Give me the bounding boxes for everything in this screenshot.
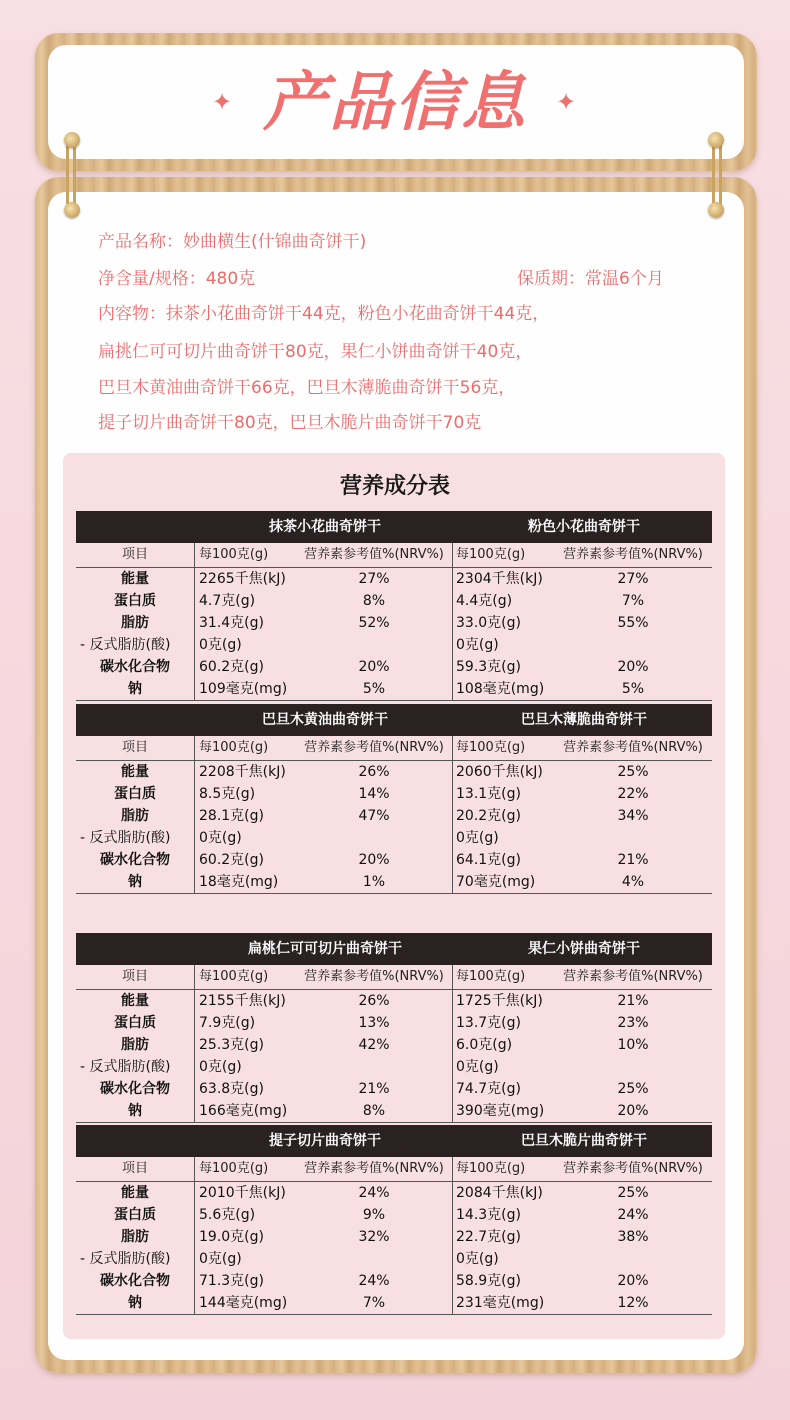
value-nrv: 22%	[617, 786, 649, 802]
value-per100: 19.0克(g)	[199, 1229, 264, 1245]
value-per100: 63.8克(g)	[199, 1081, 264, 1097]
nutrition-title: 营养成分表	[339, 474, 450, 499]
nutrient-label: 蛋白质	[114, 786, 156, 802]
nutrient-label: 脂肪	[121, 615, 149, 631]
product-left-name: 抹茶小花曲奇饼干	[269, 519, 381, 535]
nutrition-table	[76, 511, 712, 701]
table-row	[76, 1248, 712, 1270]
nutrient-label: 能量	[121, 1185, 149, 1201]
value-per100: 108毫克(mg)	[456, 681, 545, 697]
nutrient-label: 钠	[128, 681, 142, 697]
nrv-column-label: 营养素参考值%(NRV%)	[304, 547, 444, 562]
value-per100: 0克(g)	[456, 1251, 499, 1267]
value-per100: 74.7克(g)	[456, 1081, 521, 1097]
nutrient-label: 钠	[128, 1295, 142, 1311]
value-per100: 4.4克(g)	[456, 593, 513, 609]
value-per100: 60.2克(g)	[199, 852, 264, 868]
table-row	[76, 761, 712, 783]
nutrient-label: 脂肪	[121, 1229, 149, 1245]
value-nrv: 20%	[617, 1103, 649, 1119]
value-per100: 109毫克(mg)	[199, 681, 288, 697]
nutrient-label: 蛋白质	[114, 1015, 156, 1031]
value-nrv: 8%	[362, 593, 386, 609]
table-row	[76, 1292, 712, 1315]
nutrient-label: - 反式脂肪(酸)	[80, 1059, 171, 1075]
table-header	[76, 704, 712, 736]
value-nrv: 14%	[358, 786, 390, 802]
product-right-name: 粉色小花曲奇饼干	[528, 519, 640, 535]
value-per100: 25.3克(g)	[199, 1037, 264, 1053]
nutrient-label: 能量	[121, 993, 149, 1009]
nrv-column-label: 营养素参考值%(NRV%)	[563, 740, 703, 755]
value-nrv: 7%	[621, 593, 645, 609]
per100-column-label: 每100克(g)	[199, 969, 269, 984]
value-per100: 2084千焦(kJ)	[456, 1185, 543, 1201]
table-subheader	[76, 1157, 712, 1182]
value-nrv: 21%	[617, 852, 649, 868]
value-per100: 166毫克(mg)	[199, 1103, 288, 1119]
table-row	[76, 990, 712, 1012]
value-per100: 2208千焦(kJ)	[199, 764, 286, 780]
value-per100: 1725千焦(kJ)	[456, 993, 543, 1009]
nrv-column-label: 营养素参考值%(NRV%)	[563, 1161, 703, 1176]
nutrient-label: 碳水化合物	[100, 1081, 170, 1097]
value-per100: 0克(g)	[456, 830, 499, 846]
nutrient-label: - 反式脂肪(酸)	[80, 637, 171, 653]
value-nrv: 4%	[621, 874, 645, 890]
product-right-name: 巴旦木脆片曲奇饼干	[521, 1133, 647, 1149]
product-left-name: 扁桃仁可可切片曲奇饼干	[248, 941, 402, 957]
table-row	[76, 1078, 712, 1100]
ring-eyelet-icon	[64, 202, 80, 218]
value-nrv: 20%	[358, 852, 390, 868]
value-per100: 2304千焦(kJ)	[456, 571, 543, 587]
value-nrv: 24%	[358, 1273, 390, 1289]
binder-ring-left	[66, 140, 76, 208]
value-nrv: 8%	[362, 1103, 386, 1119]
ring-eyelet-icon	[708, 202, 724, 218]
nutrient-label: 能量	[121, 764, 149, 780]
value-nrv: 38%	[617, 1229, 649, 1245]
table-row	[76, 871, 712, 894]
table-row	[76, 1100, 712, 1123]
table-header	[76, 511, 712, 543]
value-per100: 28.1克(g)	[199, 808, 264, 824]
value-nrv: 20%	[358, 659, 390, 675]
value-per100: 6.0克(g)	[456, 1037, 513, 1053]
value-per100: 22.7克(g)	[456, 1229, 521, 1245]
shelf-life: 保质期：常温6个月	[517, 269, 664, 289]
value-nrv: 25%	[617, 1081, 649, 1097]
value-per100: 0克(g)	[199, 1251, 242, 1267]
nutrient-label: - 反式脂肪(酸)	[80, 830, 171, 846]
value-per100: 2060千焦(kJ)	[456, 764, 543, 780]
table-row	[76, 1204, 712, 1226]
table-row	[76, 590, 712, 612]
value-per100: 144毫克(mg)	[199, 1295, 288, 1311]
nutrient-label: 钠	[128, 1103, 142, 1119]
table-row	[76, 656, 712, 678]
value-nrv: 10%	[617, 1037, 649, 1053]
value-nrv: 7%	[362, 1295, 386, 1311]
value-per100: 13.1克(g)	[456, 786, 521, 802]
value-per100: 0克(g)	[199, 830, 242, 846]
binder-ring-right	[712, 140, 722, 208]
nutrient-label: 能量	[121, 571, 149, 587]
nutrient-label: 蛋白质	[114, 1207, 156, 1223]
table-row	[76, 1034, 712, 1056]
item-column-label: 项目	[121, 547, 148, 562]
nutrient-label: 钠	[128, 874, 142, 890]
contents-line: 巴旦木黄油曲奇饼干66克，巴旦木薄脆曲奇饼干56克，	[98, 378, 516, 398]
value-per100: 64.1克(g)	[456, 852, 521, 868]
nutrient-label: 碳水化合物	[100, 659, 170, 675]
value-nrv: 23%	[617, 1015, 649, 1031]
table-subheader	[76, 543, 712, 568]
value-nrv: 27%	[358, 571, 390, 587]
nrv-column-label: 营养素参考值%(NRV%)	[563, 969, 703, 984]
nutrient-label: 脂肪	[121, 1037, 149, 1053]
table-row	[76, 634, 712, 656]
table-header	[76, 933, 712, 965]
nutrition-table	[76, 933, 712, 1123]
nutrient-label: 脂肪	[121, 808, 149, 824]
value-nrv: 5%	[362, 681, 386, 697]
value-nrv: 13%	[358, 1015, 390, 1031]
table-row	[76, 678, 712, 701]
value-per100: 14.3克(g)	[456, 1207, 521, 1223]
value-nrv: 32%	[358, 1229, 390, 1245]
table-subheader	[76, 965, 712, 990]
value-nrv: 24%	[617, 1207, 649, 1223]
value-per100: 33.0克(g)	[456, 615, 521, 631]
value-nrv: 25%	[617, 764, 649, 780]
value-per100: 2155千焦(kJ)	[199, 993, 286, 1009]
value-per100: 59.3克(g)	[456, 659, 521, 675]
per100-column-label: 每100克(g)	[199, 547, 269, 562]
net-weight: 净含量/规格：480克	[98, 269, 256, 289]
product-left-name: 提子切片曲奇饼干	[269, 1133, 381, 1149]
table-row	[76, 783, 712, 805]
value-nrv: 1%	[362, 874, 386, 890]
value-per100: 60.2克(g)	[199, 659, 264, 675]
value-nrv: 21%	[358, 1081, 390, 1097]
product-name: 产品名称：妙曲横生(什锦曲奇饼干)	[98, 232, 367, 252]
per100-column-label: 每100克(g)	[456, 547, 526, 562]
value-per100: 13.7克(g)	[456, 1015, 521, 1031]
value-per100: 8.5克(g)	[199, 786, 256, 802]
table-row	[76, 1270, 712, 1292]
nutrition-table	[76, 704, 712, 894]
nrv-column-label: 营养素参考值%(NRV%)	[304, 969, 444, 984]
value-nrv: 34%	[617, 808, 649, 824]
nutrition-table	[76, 1125, 712, 1315]
table-row	[76, 1226, 712, 1248]
sparkle-icon: ✦	[212, 88, 233, 116]
value-per100: 20.2克(g)	[456, 808, 521, 824]
table-row	[76, 568, 712, 590]
contents-line: 内容物：抹茶小花曲奇饼干44克，粉色小花曲奇饼干44克，	[98, 304, 550, 324]
value-per100: 4.7克(g)	[199, 593, 256, 609]
product-right-name: 果仁小饼曲奇饼干	[528, 941, 640, 957]
item-column-label: 项目	[121, 1161, 148, 1176]
item-column-label: 项目	[121, 740, 148, 755]
value-per100: 0克(g)	[199, 1059, 242, 1075]
value-nrv: 26%	[358, 764, 390, 780]
value-per100: 58.9克(g)	[456, 1273, 521, 1289]
per100-column-label: 每100克(g)	[456, 1161, 526, 1176]
product-left-name: 巴旦木黄油曲奇饼干	[262, 712, 388, 728]
table-header	[76, 1125, 712, 1157]
value-nrv: 25%	[617, 1185, 649, 1201]
contents-line: 扁挑仁可可切片曲奇饼干80克，果仁小饼曲奇饼干40克，	[98, 342, 533, 362]
page-title: 产品信息	[263, 66, 527, 140]
value-per100: 231毫克(mg)	[456, 1295, 545, 1311]
value-nrv: 5%	[621, 681, 645, 697]
nutrient-label: 蛋白质	[114, 593, 156, 609]
value-per100: 2265千焦(kJ)	[199, 571, 286, 587]
value-per100: 31.4克(g)	[199, 615, 264, 631]
value-per100: 0克(g)	[199, 637, 242, 653]
per100-column-label: 每100克(g)	[199, 740, 269, 755]
product-right-name: 巴旦木薄脆曲奇饼干	[521, 712, 647, 728]
value-nrv: 26%	[358, 993, 390, 1009]
per100-column-label: 每100克(g)	[199, 1161, 269, 1176]
table-row	[76, 1056, 712, 1078]
table-subheader	[76, 736, 712, 761]
table-row	[76, 612, 712, 634]
value-nrv: 42%	[358, 1037, 390, 1053]
table-row	[76, 827, 712, 849]
value-per100: 70毫克(mg)	[456, 874, 536, 890]
value-nrv: 12%	[617, 1295, 649, 1311]
table-row	[76, 1012, 712, 1034]
value-nrv: 24%	[358, 1185, 390, 1201]
value-nrv: 9%	[362, 1207, 386, 1223]
value-nrv: 20%	[617, 659, 649, 675]
value-nrv: 52%	[358, 615, 390, 631]
nutrient-label: - 反式脂肪(酸)	[80, 1251, 171, 1267]
value-nrv: 27%	[617, 571, 649, 587]
nrv-column-label: 营养素参考值%(NRV%)	[304, 1161, 444, 1176]
item-column-label: 项目	[121, 969, 148, 984]
table-row	[76, 849, 712, 871]
nrv-column-label: 营养素参考值%(NRV%)	[563, 547, 703, 562]
value-per100: 390毫克(mg)	[456, 1103, 545, 1119]
contents-line: 提子切片曲奇饼干80克，巴旦木脆片曲奇饼干70克	[98, 413, 482, 433]
value-per100: 5.6克(g)	[199, 1207, 256, 1223]
per100-column-label: 每100克(g)	[456, 740, 526, 755]
value-per100: 2010千焦(kJ)	[199, 1185, 286, 1201]
value-nrv: 55%	[617, 615, 649, 631]
nutrient-label: 碳水化合物	[100, 852, 170, 868]
value-nrv: 20%	[617, 1273, 649, 1289]
sparkle-icon: ✦	[556, 88, 577, 116]
value-per100: 71.3克(g)	[199, 1273, 264, 1289]
table-row	[76, 805, 712, 827]
value-per100: 18毫克(mg)	[199, 874, 279, 890]
value-per100: 0克(g)	[456, 1059, 499, 1075]
value-per100: 7.9克(g)	[199, 1015, 256, 1031]
per100-column-label: 每100克(g)	[456, 969, 526, 984]
value-per100: 0克(g)	[456, 637, 499, 653]
value-nrv: 47%	[358, 808, 390, 824]
value-nrv: 21%	[617, 993, 649, 1009]
nutrient-label: 碳水化合物	[100, 1273, 170, 1289]
nrv-column-label: 营养素参考值%(NRV%)	[304, 740, 444, 755]
table-row	[76, 1182, 712, 1204]
